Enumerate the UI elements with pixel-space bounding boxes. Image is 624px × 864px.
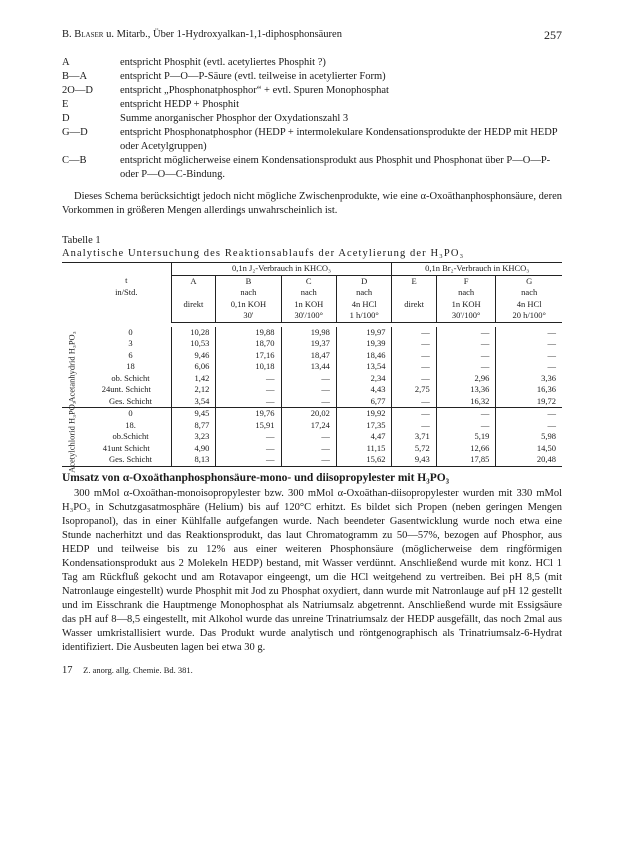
legend-label: G—D <box>62 127 88 138</box>
table-cell: 12,66 <box>436 443 496 455</box>
table-cell: 3,23 <box>171 431 216 443</box>
legend-label: D <box>62 113 70 124</box>
legend-table <box>62 56 562 182</box>
column-header: 30'/100° <box>281 310 336 322</box>
table-cell: — <box>496 408 562 420</box>
table-cell: — <box>216 373 281 385</box>
time-value: Ges. Schicht <box>109 395 153 406</box>
table-cell: — <box>436 361 496 373</box>
legend-text: entspricht Phosphonatphosphor (HEDP + intermolekulare Kondensationsprodukte der HEDP mit HEDP oder Acetylgruppen) <box>120 127 558 152</box>
table-row <box>62 361 562 373</box>
legend-label: A <box>62 57 70 68</box>
table-caption-block <box>62 234 562 260</box>
column-header: nach <box>281 287 336 299</box>
table-cell: 5,19 <box>436 431 496 443</box>
column-header: direkt <box>392 299 436 311</box>
column-header: G <box>496 275 562 287</box>
table-row <box>62 384 562 396</box>
table-cell: 6,77 <box>336 396 392 408</box>
column-header <box>171 310 216 322</box>
table-cell: 5,98 <box>496 431 562 443</box>
table-cell: — <box>281 431 336 443</box>
column-header: 30' <box>216 310 281 322</box>
table-cell: 6,06 <box>171 361 216 373</box>
table-row <box>62 396 562 408</box>
time-cell <box>82 420 171 432</box>
table-row <box>62 408 562 420</box>
time-cell <box>82 431 171 443</box>
table-cell: — <box>496 420 562 432</box>
table-cell: 15,62 <box>336 454 392 466</box>
time-cell <box>82 327 171 339</box>
table-cell: 19,76 <box>216 408 281 420</box>
column-header: F <box>436 275 496 287</box>
table-cell: — <box>281 373 336 385</box>
column-header: nach <box>336 287 392 299</box>
time-value: ob. Schicht <box>111 372 150 383</box>
time-cell <box>82 396 171 408</box>
table-cell: 3,71 <box>392 431 436 443</box>
corner-cell <box>62 275 82 287</box>
column-header: E <box>392 275 436 287</box>
time-cell <box>82 338 171 350</box>
data-table <box>62 262 562 473</box>
table-row <box>62 454 562 466</box>
table-cell: 19,92 <box>336 408 392 420</box>
table-cell: — <box>436 420 496 432</box>
table-cell: — <box>392 420 436 432</box>
legend-row <box>62 70 562 84</box>
column-header: 1 h/100° <box>336 310 392 322</box>
table-cell: — <box>496 361 562 373</box>
time-hours: 41 <box>102 442 112 453</box>
table-cell: — <box>392 361 436 373</box>
time-hours: 24 <box>101 384 111 394</box>
table-cell: 18,70 <box>216 338 281 350</box>
table-cell: 14,50 <box>496 443 562 455</box>
column-header-t: t <box>125 275 128 286</box>
legend-row <box>62 112 562 126</box>
legend-text: entspricht möglicherweise einem Kondensationsprodukt aus Phosphit und Phosphonat über P—O—P- oder P—O—C-Bindung. <box>120 155 551 180</box>
table-cell: 13,54 <box>336 361 392 373</box>
column-header: 1n KOH <box>436 299 496 311</box>
table-cell: 20,02 <box>281 408 336 420</box>
legend-row <box>62 84 562 98</box>
table-row <box>62 443 562 455</box>
time-cell <box>82 408 171 420</box>
footer <box>62 663 562 678</box>
table-row <box>62 420 562 432</box>
table-caption: Analytische Untersuchung des Reaktionsablaufs der Acetylierung der H₃PO₃ <box>62 248 465 259</box>
table-cell: 17,16 <box>216 350 281 362</box>
table-row <box>62 350 562 362</box>
table-cell: — <box>496 350 562 362</box>
table-cell: 10,53 <box>171 338 216 350</box>
header-title <box>62 28 342 42</box>
table-cell: 19,97 <box>336 327 392 339</box>
time-spacer <box>118 361 127 371</box>
time-cell <box>82 373 171 385</box>
column-header: A <box>171 275 216 287</box>
time-spacer <box>117 420 126 430</box>
legend-row <box>62 126 562 154</box>
legend-label: C—B <box>62 155 87 166</box>
time-value: 0 <box>128 408 133 418</box>
table-cell: — <box>216 396 281 408</box>
legend-text: Summe anorganischer Phosphor der Oxydationszahl 3 <box>120 113 349 124</box>
table-cell: — <box>392 327 436 339</box>
column-header <box>392 287 436 299</box>
column-header: 4n HCl <box>496 299 562 311</box>
legend-label: B—A <box>62 71 88 82</box>
table-cell: 13,36 <box>436 384 496 396</box>
time-cell <box>82 350 171 362</box>
legend-row <box>62 154 562 182</box>
column-header: D <box>336 275 392 287</box>
legend-row <box>62 56 562 70</box>
table-cell: — <box>281 454 336 466</box>
table-cell: — <box>281 396 336 408</box>
corner-cell <box>62 310 82 322</box>
column-header: 4n HCl <box>336 299 392 311</box>
table-cell: 2,12 <box>171 384 216 396</box>
table-cell: — <box>436 327 496 339</box>
table-cell: 9,43 <box>392 454 436 466</box>
table-cell: 16,36 <box>496 384 562 396</box>
table-cell: 18,47 <box>281 350 336 362</box>
legend-text: entspricht P—O—P-Säure (evtl. teilweise in acetylierter Form) <box>120 71 386 82</box>
table-cell: — <box>436 350 496 362</box>
table-cell: 19,88 <box>216 327 281 339</box>
legend-row <box>62 98 562 112</box>
page <box>62 28 562 678</box>
table-label: Tabelle 1 <box>62 235 101 246</box>
table-cell: — <box>392 350 436 362</box>
time-value: 18 <box>126 361 135 371</box>
group-header-j2: 0,1n J₂-Verbrauch in KHCO₃ <box>171 263 392 276</box>
table-cell: — <box>392 338 436 350</box>
column-header: nach <box>496 287 562 299</box>
time-value: unt. Schicht <box>110 384 151 394</box>
table-cell: — <box>392 408 436 420</box>
column-header: nach <box>216 287 281 299</box>
corner-cell <box>62 287 82 299</box>
table-cell: 17,24 <box>281 420 336 432</box>
table-cell: 4,43 <box>336 384 392 396</box>
column-header: C <box>281 275 336 287</box>
corner-cell <box>62 263 82 276</box>
time-spacer <box>101 396 110 406</box>
table-cell: 4,90 <box>171 443 216 455</box>
running-header <box>62 28 562 42</box>
column-header-t <box>82 310 171 322</box>
row-group-label-text: Acetylchlorid H₃PO₃ <box>66 400 77 473</box>
time-cell <box>82 454 171 466</box>
table-cell: 18,46 <box>336 350 392 362</box>
table-cell: 20,48 <box>496 454 562 466</box>
time-value: 6 <box>128 349 133 360</box>
legend-text: entspricht Phosphit (evtl. acetyliertes Phosphit ?) <box>120 57 326 68</box>
legend-label: E <box>62 99 69 110</box>
table-cell: 19,98 <box>281 327 336 339</box>
table-cell: 9,45 <box>171 408 216 420</box>
time-value: Ges. Schicht <box>109 454 153 464</box>
table-cell: 8,13 <box>171 454 216 466</box>
table-cell: 2,75 <box>392 384 436 396</box>
table-cell: — <box>281 443 336 455</box>
table-cell: 10,28 <box>171 327 216 339</box>
sheet-number: 17 <box>62 664 73 676</box>
table-cell: 17,35 <box>336 420 392 432</box>
header-author: B. Blaser <box>62 29 104 40</box>
table-cell: — <box>216 454 281 466</box>
row-group-label <box>62 327 82 408</box>
group-header-br2: 0,1n Br₂-Verbrauch in KHCO₃ <box>392 263 562 276</box>
header-title-rest: u. Mitarb., Über 1-Hydroxyalkan-1,1-diphosphonsäuren <box>106 29 342 40</box>
table-cell: 4,47 <box>336 431 392 443</box>
column-header <box>392 310 436 322</box>
table-cell: 13,44 <box>281 361 336 373</box>
table-cell: — <box>392 373 436 385</box>
table-cell: 5,72 <box>392 443 436 455</box>
column-header <box>171 287 216 299</box>
column-header: 30'/100° <box>436 310 496 322</box>
column-header: 20 h/100° <box>496 310 562 322</box>
table-cell: 19,72 <box>496 396 562 408</box>
time-value: unt Schicht <box>111 442 150 453</box>
table-cell: 2,96 <box>436 373 496 385</box>
table-cell: — <box>392 396 436 408</box>
table-cell: 3,54 <box>171 396 216 408</box>
column-header: 0,1n KOH <box>216 299 281 311</box>
page-number: 257 <box>544 28 562 42</box>
legend-text: entspricht HEDP + Phosphit <box>120 99 239 110</box>
column-header: 1n KOH <box>281 299 336 311</box>
table-cell: 2,34 <box>336 373 392 385</box>
table-row <box>62 327 562 339</box>
table-cell: — <box>216 431 281 443</box>
table-cell: — <box>436 338 496 350</box>
corner-cell <box>82 263 171 276</box>
table-cell: 9,46 <box>171 350 216 362</box>
column-header-t: in/Std. <box>115 287 138 297</box>
paragraph: Dieses Schema berücksichtigt jedoch nicht mögliche Zwischenprodukte, wie eine α-Oxoäthanphosphonsäure, deren Vorkommen in größeren Mengen allerdings unwahrscheinlich ist. <box>62 191 562 216</box>
table-cell: — <box>436 408 496 420</box>
time-cell <box>82 443 171 455</box>
time-spacer <box>101 454 110 464</box>
time-cell <box>82 384 171 396</box>
table-cell: 19,37 <box>281 338 336 350</box>
table-cell: 8,77 <box>171 420 216 432</box>
table-cell: — <box>216 443 281 455</box>
table-cell: 16,32 <box>436 396 496 408</box>
column-header: B <box>216 275 281 287</box>
table-row <box>62 338 562 350</box>
table-cell: 11,15 <box>336 443 392 455</box>
time-value: 0 <box>128 326 133 337</box>
table-cell: — <box>496 338 562 350</box>
table-cell: 17,85 <box>436 454 496 466</box>
section-paragraph: 300 mMol α-Oxoäthan-monoisopropylester bzw. 300 mMol α-Oxoäthan-diisopropylester wurden mit 330 mMol H₃PO₃ in Schutzgasatmosphäre (Helium) bis auf 120°C erhitzt. Es bildet sich Propen (neben geringen Mengen Isopropanol), das in einer Kühlfalle aufgefangen wurde. Nach beendeter Gasentwicklung wurde noch etwa eine Stunde nacherhitzt und das Reaktionsprodukt, das laut Chromatogramm zu 50—57%, bezogen auf Phosphor, aus HEDP und teilweise bis zu 12% aus einer weiteren Phosphonsäure (möglicherweise dem ringförmigen Kondensationsprodukt aus 2 Molekeln HEDP) bestand, mit Wasser verdünnt. Anschließend wurde mit konz. HCl 1 Tag am Rückfluß gekocht und am Rotavapor eingeengt, um die HCl weitgehend zu vertreiben. Bei pH 8,5 (mit Natronlauge eingestellt) wurde Phosphit mit Jod zu Phosphat oxydiert, dann wurde mit Natronlauge auf pH 12 gestellt und im Eisschrank die Hauptmenge Monophosphat als Natriumsalz abgetrennt. Anschließend wurde mit Essigsäure das pH auf 8—8,5 eingestellt, mit Alkohol wurde das unreine Trinatriumsalz der HEDP ausgefällt, das noch 2mal aus Wasser umkristallisiert wurde. Das Produkt wurde analytisch und röntgenographisch als Trinatriumsalz-6-Hydrat identifiziert. Die Ausbeuten lagen bei etwa 30 g. <box>62 487 562 653</box>
table-cell: 1,42 <box>171 373 216 385</box>
table-cell: 15,91 <box>216 420 281 432</box>
section-heading: Umsatz von α-Oxoäthanphosphonsäure-mono- und diisopropylester mit H₃PO₃ <box>62 471 450 484</box>
table-row <box>62 431 562 443</box>
corner-cell <box>62 299 82 311</box>
time-cell <box>82 361 171 373</box>
table-cell: — <box>281 384 336 396</box>
legend-label: 2O—D <box>62 85 93 96</box>
table-cell: 10,18 <box>216 361 281 373</box>
table-cell: 19,39 <box>336 338 392 350</box>
time-value: 3 <box>128 338 133 348</box>
table-cell: — <box>496 327 562 339</box>
time-value: 18. <box>125 419 136 430</box>
column-header-t <box>82 299 171 311</box>
journal-citation: Z. anorg. allg. Chemie. Bd. 381. <box>83 664 193 675</box>
table-cell: — <box>216 384 281 396</box>
row-group-label <box>62 400 82 473</box>
row-group-label-text: Acetanhydrid H₃PO₃ <box>66 331 77 403</box>
legend-text: entspricht „Phosphonatphosphor“ + evtl. Spuren Monophosphat <box>120 85 389 96</box>
column-header: nach <box>436 287 496 299</box>
table-row <box>62 373 562 385</box>
table-cell: 3,36 <box>496 373 562 385</box>
column-header: direkt <box>171 299 216 311</box>
time-value: ob.Schicht <box>112 431 149 441</box>
